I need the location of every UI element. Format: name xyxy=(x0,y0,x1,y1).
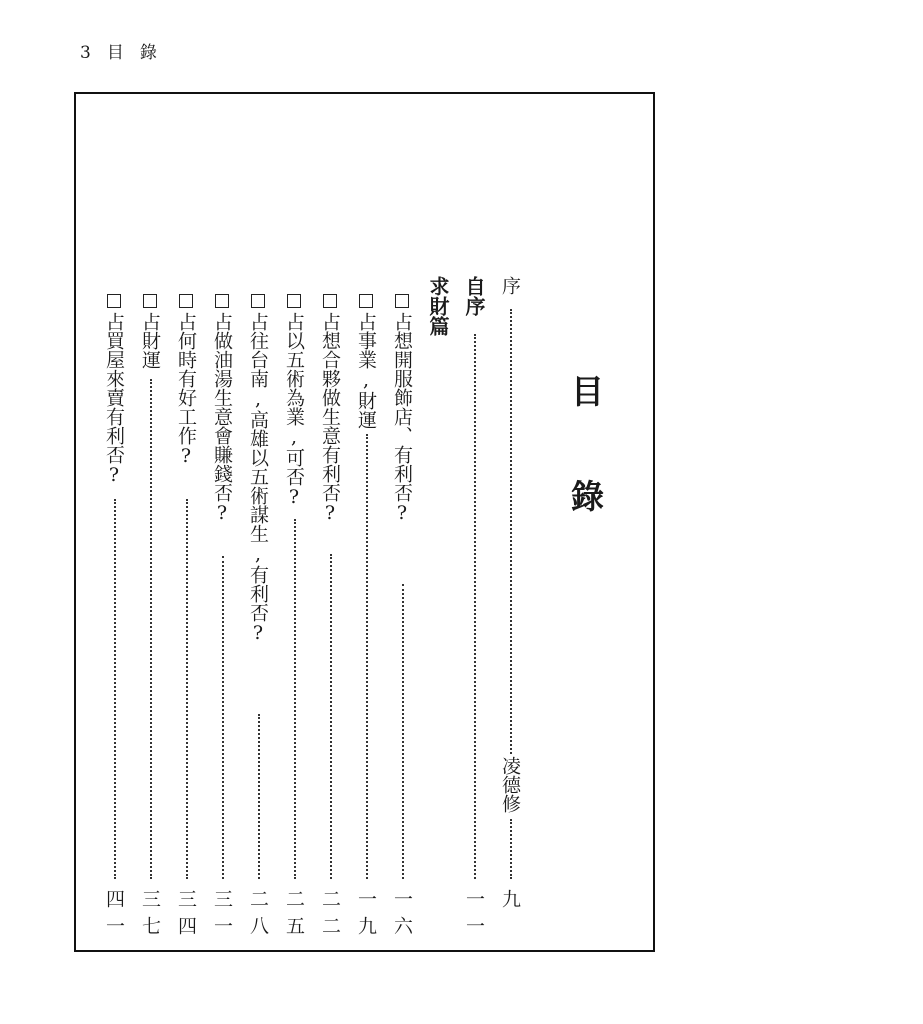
toc-entry: 占事業,財運 xyxy=(356,294,375,429)
header-page-number: 3 xyxy=(80,43,93,63)
dot-leader xyxy=(510,309,512,754)
checkbox-icon xyxy=(107,294,121,308)
entry-author: 凌德修 xyxy=(499,756,521,813)
dot-leader xyxy=(150,379,152,879)
toc-entry: 占做油湯生意會賺錢否? xyxy=(212,294,231,524)
running-header xyxy=(80,38,159,63)
checkbox-icon xyxy=(287,294,301,308)
toc-entry: 占買屋來賣有利否? xyxy=(104,294,123,486)
checkbox-icon xyxy=(179,294,193,308)
entry-page: 二五 xyxy=(283,889,305,943)
header-title-b: 錄 xyxy=(139,43,159,63)
toc-entry: 占何時有好工作? xyxy=(176,294,195,467)
toc-entry-preface xyxy=(500,276,519,295)
toc-entry: 占往台南,高雄以五術謀生,有利否? xyxy=(248,294,267,644)
dot-leader xyxy=(186,499,188,879)
entry-page: 一九 xyxy=(355,889,377,943)
page-title: 目錄 xyxy=(566,374,605,584)
checkbox-icon xyxy=(359,294,373,308)
dot-leader xyxy=(366,434,368,879)
dot-leader xyxy=(402,584,404,879)
toc-entry-self-preface: 自序 xyxy=(462,276,486,316)
dot-leader xyxy=(330,554,332,879)
toc-frame xyxy=(74,92,655,952)
section-heading: 求財篇 xyxy=(426,276,450,336)
dot-leader xyxy=(294,519,296,879)
checkbox-icon xyxy=(251,294,265,308)
toc-entry: 占想開服飾店、有利否? xyxy=(392,294,411,524)
toc-entry: 占想合夥做生意有利否? xyxy=(320,294,339,524)
dot-leader xyxy=(222,556,224,879)
dot-leader xyxy=(474,334,476,879)
checkbox-icon xyxy=(143,294,157,308)
entry-page: 四一 xyxy=(103,889,125,943)
entry-page: 九 xyxy=(499,889,521,916)
entry-page: 二二 xyxy=(319,889,341,943)
entry-page: 一一 xyxy=(463,889,485,943)
header-title-a: 目 xyxy=(106,43,126,63)
entry-page: 三七 xyxy=(139,889,161,943)
toc-entry: 占以五術為業,可否? xyxy=(284,294,303,508)
entry-label: 序 xyxy=(499,276,521,295)
entry-page: 三四 xyxy=(175,889,197,943)
checkbox-icon xyxy=(395,294,409,308)
toc-entry: 占財運 xyxy=(140,294,159,369)
dot-leader xyxy=(510,819,512,879)
dot-leader xyxy=(258,714,260,879)
checkbox-icon xyxy=(215,294,229,308)
entry-page: 三一 xyxy=(211,889,233,943)
entry-page: 二八 xyxy=(247,889,269,943)
entry-page: 一六 xyxy=(391,889,413,943)
dot-leader xyxy=(114,499,116,879)
checkbox-icon xyxy=(323,294,337,308)
